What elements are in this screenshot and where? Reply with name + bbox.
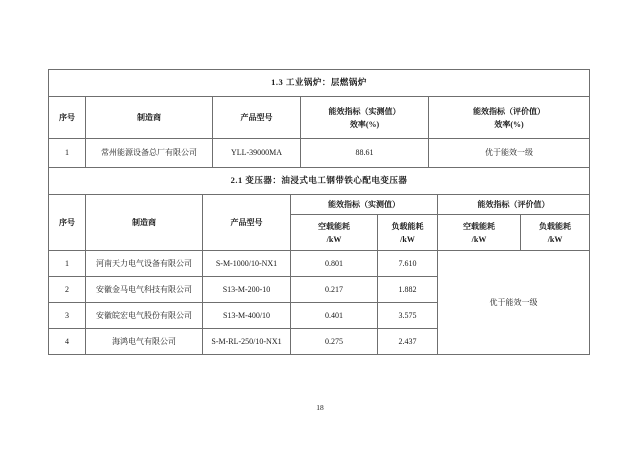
cell-load: 1.882 <box>378 277 438 303</box>
cell-no: 3 <box>49 303 86 329</box>
cell-manufacturer: 安徽金马电气科技有限公司 <box>86 277 203 303</box>
transformer-header-model: 产品型号 <box>203 195 291 251</box>
cell-manufacturer: 河南天力电气设备有限公司 <box>86 251 203 277</box>
transformer-header-noload-measured <box>291 215 378 251</box>
transformer-header-manufacturer: 制造商 <box>86 195 203 251</box>
cell-merged-rating: 优于能效一级 <box>438 251 590 355</box>
transformer-header-load-measured <box>378 215 438 251</box>
transformer-header-seq: 序号 <box>49 195 86 251</box>
transformer-table-title: 2.1 变压器：油浸式电工钢带铁心配电变压器 <box>49 168 590 195</box>
transformer-header-load-evaluated <box>521 215 590 251</box>
transformer-header-noload-evaluated <box>438 215 521 251</box>
transformer-header-evaluated-group: 能效指标（评价值） <box>438 195 590 215</box>
cell-load: 3.575 <box>378 303 438 329</box>
load-label: 负载能耗 <box>539 221 572 231</box>
cell-noload: 0.801 <box>291 251 378 277</box>
transformer-table-row <box>49 251 590 277</box>
cell-noload: 0.401 <box>291 303 378 329</box>
cell-load: 7.610 <box>378 251 438 277</box>
boiler-table-title: 1.3 工业锅炉：层燃锅炉 <box>49 70 590 97</box>
cell-no: 1 <box>49 139 86 168</box>
boiler-header-measured-line1: 能效指标（实测值） <box>328 106 401 116</box>
boiler-header-seq: 序号 <box>49 97 86 139</box>
boiler-header-measured <box>301 97 429 139</box>
cell-manufacturer: 安徽皖宏电气股份有限公司 <box>86 303 203 329</box>
boiler-header-evaluated-line2: 效率(%) <box>494 119 524 129</box>
cell-efficiency-measured: 88.61 <box>301 139 429 168</box>
transformer-header-measured-group: 能效指标（实测值） <box>291 195 438 215</box>
cell-model: S13-M-200-10 <box>203 277 291 303</box>
tables-container <box>48 69 589 355</box>
page-number: 18 <box>316 403 324 412</box>
load-unit: /kW <box>400 234 415 244</box>
load-label: 负载能耗 <box>391 221 424 231</box>
transformer-table <box>48 167 590 355</box>
cell-noload: 0.275 <box>291 329 378 355</box>
cell-model: S13-M-400/10 <box>203 303 291 329</box>
cell-load: 2.437 <box>378 329 438 355</box>
cell-rating: 优于能效一级 <box>429 139 590 168</box>
cell-manufacturer: 常州能源设备总厂有限公司 <box>86 139 213 168</box>
noload-unit: /kW <box>326 234 342 244</box>
boiler-table-row <box>49 139 590 168</box>
cell-noload: 0.217 <box>291 277 378 303</box>
boiler-header-model: 产品型号 <box>213 97 301 139</box>
boiler-header-evaluated <box>429 97 590 139</box>
boiler-header-evaluated-line1: 能效指标（评价值） <box>473 106 546 116</box>
noload-label: 空载能耗 <box>463 221 495 231</box>
cell-no: 2 <box>49 277 86 303</box>
noload-unit: /kW <box>471 234 487 244</box>
cell-manufacturer: 海鸿电气有限公司 <box>86 329 203 355</box>
cell-model: YLL-39000MA <box>213 139 301 168</box>
cell-model: S-M-RL-250/10-NX1 <box>203 329 291 355</box>
boiler-header-measured-line2: 效率(%) <box>349 119 380 129</box>
boiler-table <box>48 69 590 168</box>
cell-no: 4 <box>49 329 86 355</box>
load-unit: /kW <box>547 234 563 244</box>
boiler-header-manufacturer: 制造商 <box>86 97 213 139</box>
noload-label: 空载能耗 <box>318 221 350 231</box>
cell-model: S-M-1000/10-NX1 <box>203 251 291 277</box>
cell-no: 1 <box>49 251 86 277</box>
